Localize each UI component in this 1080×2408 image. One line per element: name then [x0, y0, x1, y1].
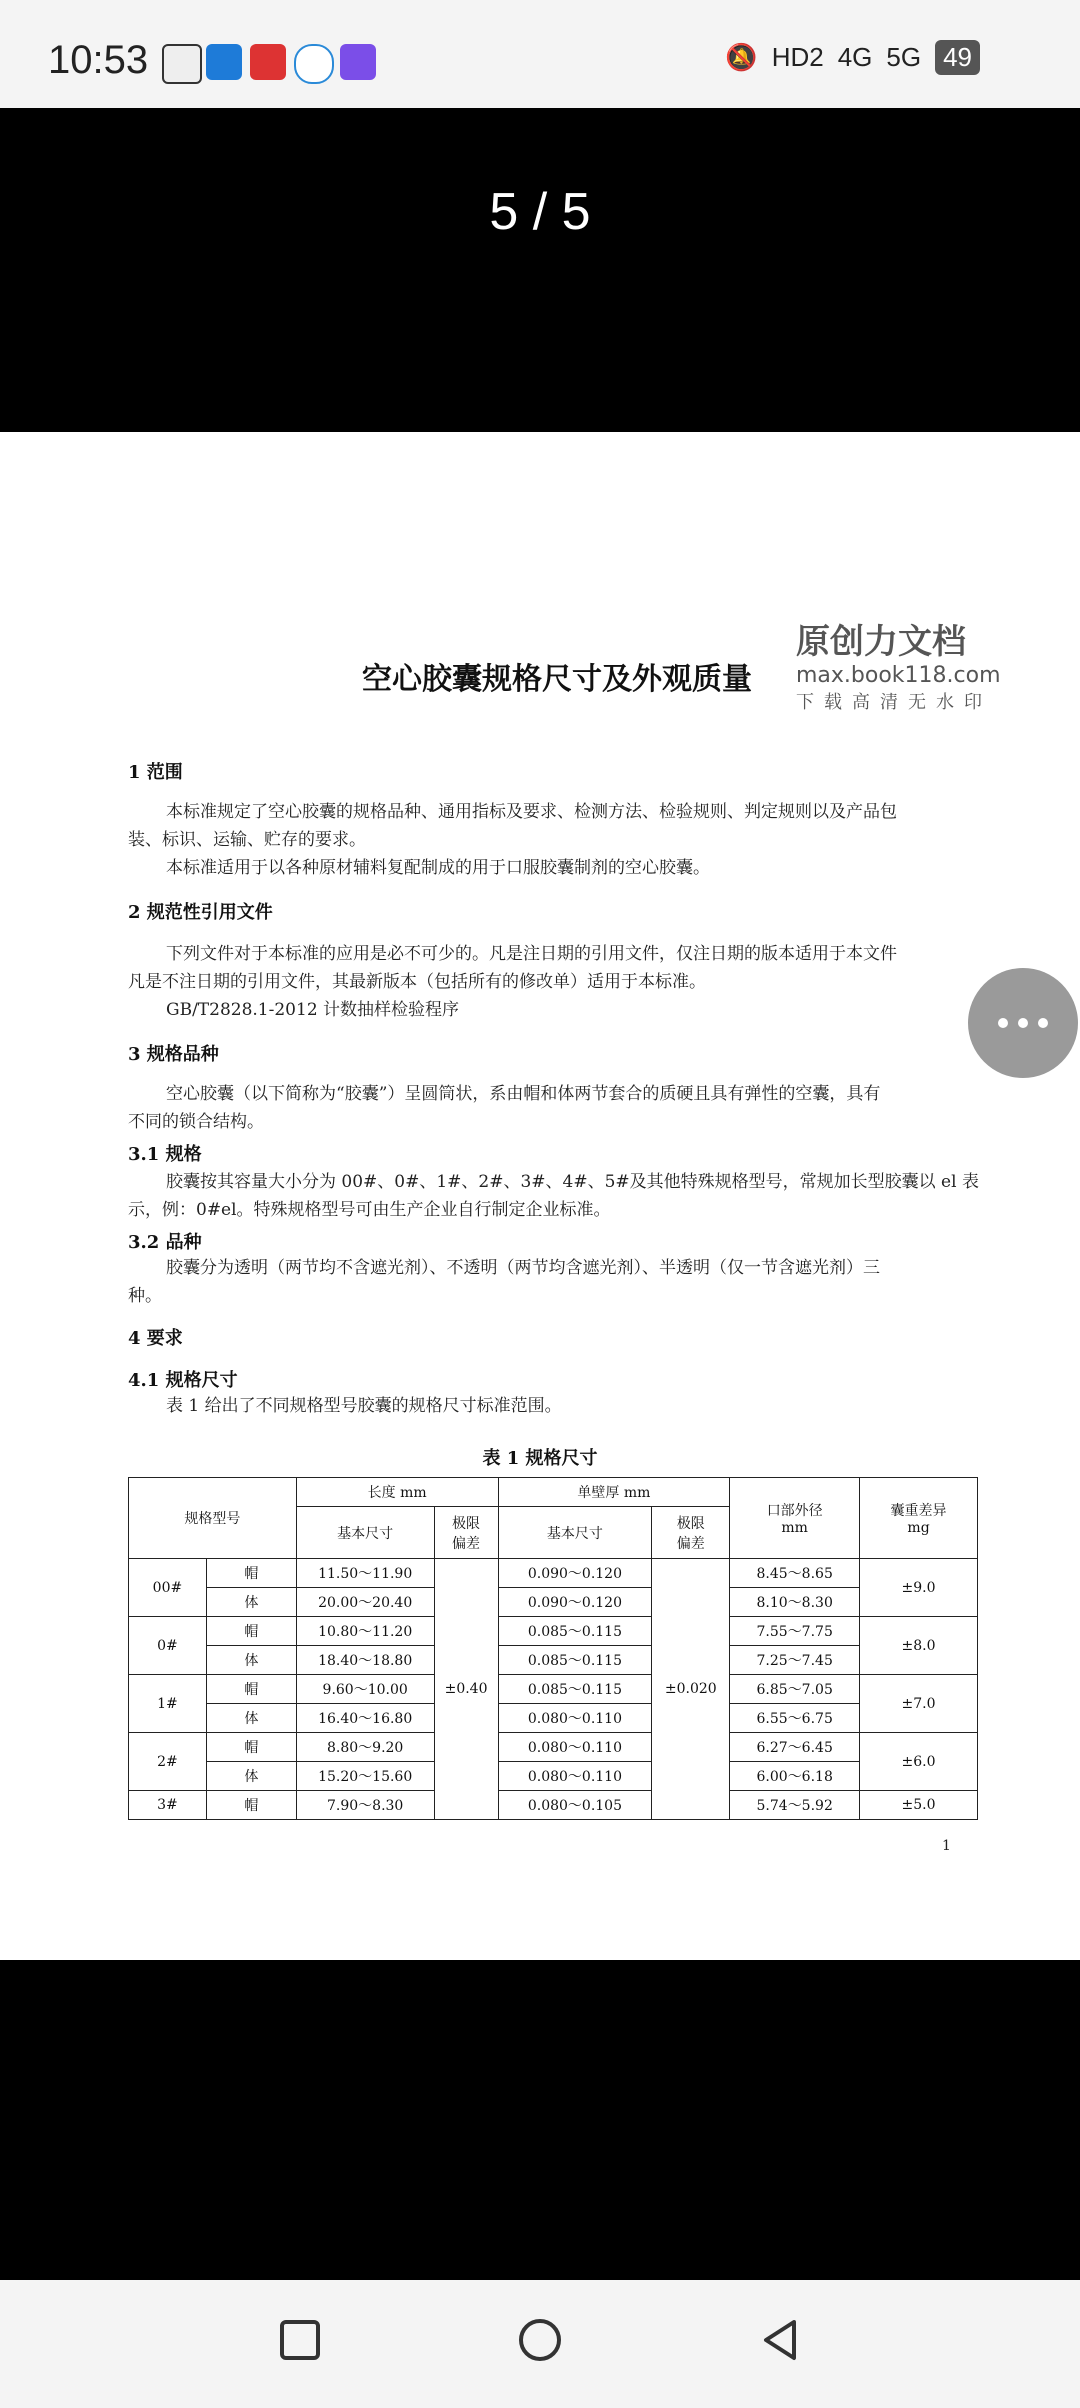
- table-row: [129, 1559, 978, 1588]
- header-wall: 单壁厚 mm: [498, 1478, 730, 1507]
- section-2-paragraph-2: GB/T2828.1-2012 计数抽样检验程序: [166, 1000, 460, 1020]
- header-model: 规格型号: [129, 1478, 297, 1559]
- cell-mouth: 5.74～5.92: [730, 1791, 860, 1820]
- more-horizontal-icon: [998, 1018, 1008, 1028]
- cell-weight: ±9.0: [860, 1559, 978, 1617]
- table-row: [129, 1646, 978, 1675]
- section-3-2-paragraph-b: 种。: [128, 1286, 162, 1306]
- cell-length: 7.90～8.30: [296, 1791, 434, 1820]
- cell-mouth: 8.45～8.65: [730, 1559, 860, 1588]
- cell-part: 帽: [206, 1559, 296, 1588]
- mute-bell-icon: 🔕: [725, 42, 758, 72]
- section-3-paragraph-1b: 不同的锁合结构。: [128, 1112, 264, 1132]
- cell-length: 20.00～20.40: [296, 1588, 434, 1617]
- cell-mouth: 8.10～8.30: [730, 1588, 860, 1617]
- section-3-2-paragraph-a: 胶囊分为透明（两节均不含遮光剂）、不透明（两节均含遮光剂）、半透明（仅一节含遮光剂）三: [166, 1258, 880, 1278]
- cell-model: 3#: [129, 1791, 207, 1820]
- section-1-paragraph-1b: 装、标识、运输、贮存的要求。: [128, 830, 366, 850]
- cell-part: 帽: [206, 1675, 296, 1704]
- back-button[interactable]: [750, 2310, 810, 2370]
- section-1-heading: 1 范围: [128, 762, 183, 783]
- header-length-basic: 基本尺寸: [296, 1507, 434, 1559]
- cell-mouth: 6.85～7.05: [730, 1675, 860, 1704]
- navigation-bar: [0, 2280, 1080, 2408]
- cell-mouth: 7.55～7.75: [730, 1617, 860, 1646]
- cell-mouth: 6.55～6.75: [730, 1704, 860, 1733]
- network-hd: HD2: [771, 42, 824, 72]
- status-time: 10:53: [48, 38, 149, 82]
- section-4-1-heading: 4.1 规格尺寸: [128, 1370, 238, 1391]
- spec-table: [128, 1477, 978, 1820]
- section-3-1-heading: 3.1 规格: [128, 1144, 202, 1165]
- section-3-1-paragraph-a: 胶囊按其容量大小分为 00#、0#、1#、2#、3#、4#、5#及其他特殊规格型号，常规加长型胶囊以 el 表: [166, 1172, 979, 1192]
- header-wall-tolerance: 极限 偏差: [652, 1507, 730, 1559]
- section-3-paragraph-1a: 空心胶囊（以下简称为“胶囊”）呈圆筒状，系由帽和体两节套合的质硬且具有弹性的空囊，具有: [166, 1084, 881, 1104]
- cell-model: 0#: [129, 1617, 207, 1675]
- cell-length: 11.50～11.90: [296, 1559, 434, 1588]
- watermark-line3: 下载高清无水印: [796, 692, 992, 713]
- status-bar: [0, 0, 1080, 108]
- header-weight: 囊重差异 mg: [860, 1478, 978, 1559]
- section-2-paragraph-1b: 凡是不注日期的引用文件，其最新版本（包括所有的修改单）适用于本标准。: [128, 972, 706, 992]
- header-mouth: 口部外径 mm: [730, 1478, 860, 1559]
- cell-weight: ±7.0: [860, 1675, 978, 1733]
- canva-app-icon: [340, 44, 376, 80]
- cell-length: 8.80～9.20: [296, 1733, 434, 1762]
- section-2-heading: 2 规范性引用文件: [128, 902, 273, 923]
- table-row: [129, 1762, 978, 1791]
- header-wall-basic: 基本尺寸: [498, 1507, 652, 1559]
- recent-apps-button[interactable]: [270, 2310, 330, 2370]
- cell-length-tolerance: ±0.40: [434, 1559, 498, 1820]
- header-length-tolerance: 极限 偏差: [434, 1507, 498, 1559]
- section-4-heading: 4 要求: [128, 1328, 183, 1349]
- viewer-bottom-area: [0, 1960, 1080, 2280]
- cell-wall: 0.090～0.120: [498, 1588, 652, 1617]
- cell-part: 体: [206, 1762, 296, 1791]
- messenger-app-icon: [206, 44, 242, 80]
- cell-part: 帽: [206, 1791, 296, 1820]
- shop-app-icon: [250, 44, 286, 80]
- cell-weight: ±5.0: [860, 1791, 978, 1820]
- more-dot: [1038, 1018, 1048, 1028]
- page-number: 1: [942, 1838, 951, 1854]
- cell-weight: ±8.0: [860, 1617, 978, 1675]
- viewer-top-bar: [0, 108, 1080, 432]
- cell-wall: 0.080～0.110: [498, 1733, 652, 1762]
- cell-model: 1#: [129, 1675, 207, 1733]
- cell-length: 9.60～10.00: [296, 1675, 434, 1704]
- more-options-button[interactable]: [968, 968, 1078, 1078]
- section-3-2-heading: 3.2 品种: [128, 1232, 202, 1253]
- table-row: [129, 1617, 978, 1646]
- cell-part: 体: [206, 1646, 296, 1675]
- cell-wall: 0.085～0.115: [498, 1675, 652, 1704]
- watermark-line1: 原创力文档: [796, 622, 966, 662]
- cell-part: 体: [206, 1704, 296, 1733]
- table-row: [129, 1733, 978, 1762]
- cell-wall: 0.090～0.120: [498, 1559, 652, 1588]
- cell-wall: 0.080～0.110: [498, 1704, 652, 1733]
- cell-weight: ±6.0: [860, 1733, 978, 1791]
- table-row: [129, 1588, 978, 1617]
- back-icon: [750, 2310, 810, 2370]
- page-counter: 5 / 5: [489, 183, 591, 241]
- cell-wall: 0.085～0.115: [498, 1617, 652, 1646]
- home-button[interactable]: [510, 2310, 570, 2370]
- section-3-1-paragraph-b: 示，例：0#el。特殊规格型号可由生产企业自行制定企业标准。: [128, 1200, 611, 1220]
- cell-mouth: 6.00～6.18: [730, 1762, 860, 1791]
- cell-model: 00#: [129, 1559, 207, 1617]
- document-title: 空心胶囊规格尺寸及外观质量: [362, 662, 752, 697]
- section-1-paragraph-2: 本标准适用于以各种原材辅料复配制成的用于口服胶囊制剂的空心胶囊。: [166, 858, 710, 878]
- cell-wall: 0.080～0.105: [498, 1791, 652, 1820]
- cell-mouth: 7.25～7.45: [730, 1646, 860, 1675]
- section-2-paragraph-1a: 下列文件对于本标准的应用是必不可少的。凡是注日期的引用文件，仅注日期的版本适用于本文件: [166, 944, 897, 964]
- recent-apps-icon: [270, 2310, 330, 2370]
- cell-wall: 0.080～0.110: [498, 1762, 652, 1791]
- more-dot: [1018, 1018, 1028, 1028]
- cell-model: 2#: [129, 1733, 207, 1791]
- status-indicators: [725, 40, 980, 75]
- home-icon: [510, 2310, 570, 2370]
- section-3-heading: 3 规格品种: [128, 1044, 219, 1065]
- cell-length: 15.20～15.60: [296, 1762, 434, 1791]
- cell-wall: 0.085～0.115: [498, 1646, 652, 1675]
- alipay-app-icon: [162, 44, 202, 84]
- cell-part: 帽: [206, 1617, 296, 1646]
- cell-part: 帽: [206, 1733, 296, 1762]
- cell-wall-tolerance: ±0.020: [652, 1559, 730, 1820]
- cell-part: 体: [206, 1588, 296, 1617]
- table-row: [129, 1791, 978, 1820]
- battery-indicator: 49: [935, 40, 980, 75]
- network-4g: 4G: [837, 42, 873, 72]
- table-row: [129, 1704, 978, 1733]
- chat-app-icon: [294, 44, 334, 84]
- table-row: [129, 1675, 978, 1704]
- section-1-paragraph-1a: 本标准规定了空心胶囊的规格品种、通用指标及要求、检测方法、检验规则、判定规则以及产品包: [166, 802, 897, 822]
- section-4-1-paragraph: 表 1 给出了不同规格型号胶囊的规格尺寸标准范围。: [166, 1396, 562, 1416]
- cell-length: 16.40～16.80: [296, 1704, 434, 1733]
- network-5g: 5G: [886, 42, 922, 72]
- header-length: 长度 mm: [296, 1478, 498, 1507]
- watermark: [796, 614, 1001, 714]
- cell-mouth: 6.27～6.45: [730, 1733, 860, 1762]
- cell-length: 10.80～11.20: [296, 1617, 434, 1646]
- table-caption: 表 1 规格尺寸: [482, 1448, 598, 1469]
- watermark-line2: max.book118.com: [796, 663, 1001, 688]
- cell-length: 18.40～18.80: [296, 1646, 434, 1675]
